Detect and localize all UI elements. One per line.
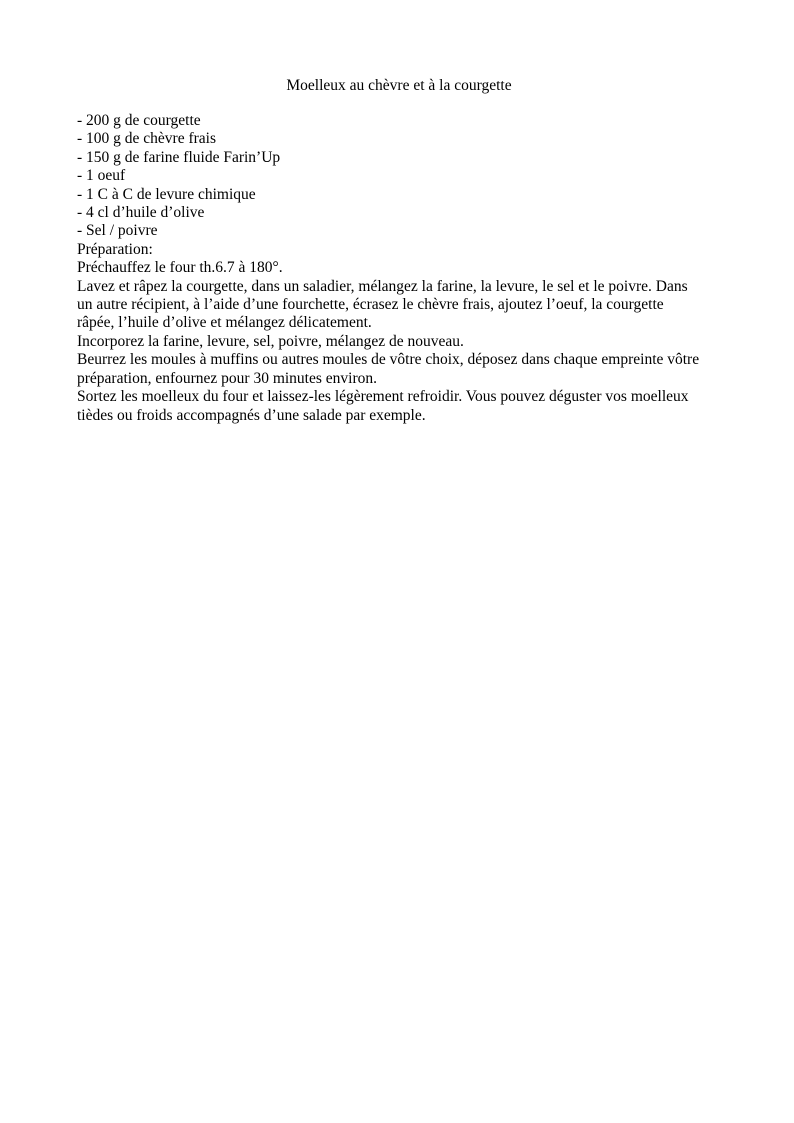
preparation-step xyxy=(77,388,727,425)
ingredient-item: - 150 g de farine fluide Farin’Up xyxy=(77,148,281,166)
step-line: Sortez les moelleux du four et laissez-les légèrement refroidir. Vous pouvez déguster vos moelleux xyxy=(77,388,689,406)
ingredient-item: - Sel / poivre xyxy=(77,222,158,240)
preparation-step xyxy=(77,278,727,333)
preparation-heading: Préparation: xyxy=(77,240,153,258)
step-line: Lavez et râpez la courgette, dans un saladier, mélangez la farine, la levure, le sel et le poivre. Dans xyxy=(77,277,688,295)
preparation-step xyxy=(77,259,727,277)
step-line: préparation, enfournez pour 30 minutes environ. xyxy=(77,369,378,387)
ingredient-item: - 100 g de chèvre frais xyxy=(77,130,217,148)
ingredient-list xyxy=(77,112,727,241)
preparation-step xyxy=(77,333,727,351)
preparation-step xyxy=(77,351,727,388)
step-line: râpée, l’huile d’olive et mélangez délicatement. xyxy=(77,314,372,332)
step-line: Beurrez les moules à muffins ou autres moules de vôtre choix, déposez dans chaque empreinte vôtre xyxy=(77,351,700,369)
step-line: Incorporez la farine, levure, sel, poivre, mélangez de nouveau. xyxy=(77,332,464,350)
step-line: Préchauffez le four th.6.7 à 180°. xyxy=(77,259,283,277)
preparation-steps xyxy=(77,259,727,425)
ingredient-item: - 4 cl d’huile d’olive xyxy=(77,204,205,222)
ingredient-item: - 1 oeuf xyxy=(77,167,126,185)
ingredient-item: - 1 C à C de levure chimique xyxy=(77,185,256,203)
step-line: un autre récipient, à l’aide d’une fourchette, écrasez le chèvre frais, ajoutez l’oeuf, la courgette xyxy=(77,296,664,314)
step-line: tièdes ou froids accompagnés d’une salade par exemple. xyxy=(77,406,426,424)
ingredient-item: - 200 g de courgette xyxy=(77,112,201,129)
recipe-body xyxy=(77,112,727,425)
recipe-title: Moelleux au chèvre et à la courgette xyxy=(286,77,512,94)
